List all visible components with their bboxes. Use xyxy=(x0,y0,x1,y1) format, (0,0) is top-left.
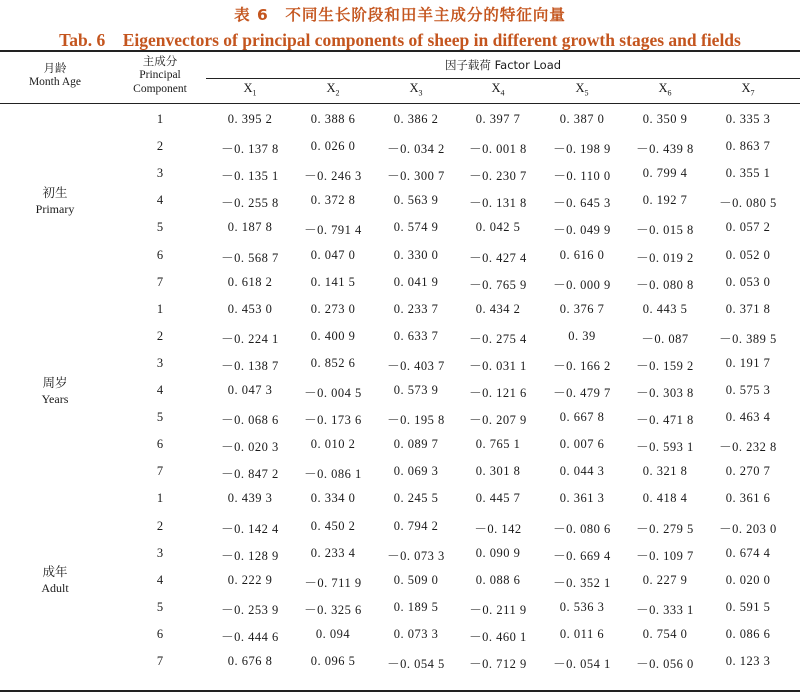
table-row xyxy=(0,242,800,270)
factor-load-cell: －0. 471 8 xyxy=(636,413,694,428)
factor-load-cell: －0. 255 8 xyxy=(221,196,279,211)
x-column-header xyxy=(623,81,707,98)
factor-load-cell: －0. 138 7 xyxy=(221,358,279,373)
factor-load-cell: 0. 397 7 xyxy=(475,112,521,126)
x-header-letter: X xyxy=(658,81,668,95)
table-row xyxy=(0,269,800,297)
factor-load-cell: 0. 191 7 xyxy=(725,355,771,370)
factor-load-cell: －0. 056 0 xyxy=(636,657,694,671)
factor-load-cell: －0. 427 4 xyxy=(469,250,527,265)
factor-load-cell: 0. 089 7 xyxy=(393,437,439,452)
factor-load-cell: －0. 080 5 xyxy=(719,196,777,211)
factor-load-cell: 0. 141 5 xyxy=(310,274,356,289)
x-header-subscript: 2 xyxy=(335,88,340,98)
factor-load-cell: 0. 676 8 xyxy=(227,654,273,668)
factor-load-cell: 0. 387 0 xyxy=(559,112,605,126)
factor-load-cell: 0. 088 6 xyxy=(475,572,521,587)
factor-load-cell: 0. 057 2 xyxy=(725,220,771,235)
factor-load-cell: －0. 080 8 xyxy=(636,277,694,292)
factor-load-cell: 0. 418 4 xyxy=(642,491,688,506)
x-header-subscript: 1 xyxy=(252,88,257,98)
factor-load-cell: －0. 195 8 xyxy=(387,413,445,428)
principal-component-cell: 3 xyxy=(156,355,164,370)
factor-load-cell: 0. 400 9 xyxy=(310,328,356,343)
factor-load-cell: －0. 325 6 xyxy=(304,602,362,617)
table-row xyxy=(0,296,800,324)
factor-load-cell: 0. 361 3 xyxy=(559,491,605,506)
factor-load-cell: －0. 020 3 xyxy=(221,440,279,455)
factor-load-cell: 0. 667 8 xyxy=(559,410,605,425)
table-row xyxy=(0,431,800,459)
factor-load-cell: －0. 389 5 xyxy=(719,331,777,346)
x-column-header xyxy=(706,81,790,98)
factor-load-cell: 0. 794 2 xyxy=(393,518,439,533)
table-row xyxy=(0,214,800,242)
table-title-en: Tab. 6 Eigenvectors of principal components of sheep in different growth stages and fields xyxy=(59,30,741,50)
factor-load-cell: －0. 080 6 xyxy=(553,521,611,536)
factor-load-cell: 0. 007 6 xyxy=(559,437,605,452)
month-age-group-label xyxy=(0,375,110,407)
table-row xyxy=(0,106,800,134)
factor-load-cell: －0. 439 8 xyxy=(636,142,694,157)
principal-component-cell: 3 xyxy=(156,166,164,181)
x-header-letter: X xyxy=(409,81,419,95)
table-title-cn: 表 6 不同生长阶段和田羊主成分的特征向量 xyxy=(234,6,566,24)
factor-load-cell: －0. 791 4 xyxy=(304,223,362,238)
principal-component-cell: 2 xyxy=(156,328,164,343)
factor-load-cell: 0. 052 0 xyxy=(725,247,771,262)
factor-load-cell: 0. 573 9 xyxy=(393,383,439,397)
factor-load-cell: －0. 232 8 xyxy=(719,440,777,455)
principal-component-cell: 5 xyxy=(156,220,164,235)
factor-load-cell: 0. 388 6 xyxy=(310,112,356,126)
header-rule xyxy=(0,103,800,104)
table-row xyxy=(0,621,800,649)
table-row xyxy=(0,374,800,405)
factor-load-cell: －0. 087 xyxy=(641,331,689,346)
group-label-cn: 周岁 xyxy=(42,374,68,390)
principal-component-cell: 2 xyxy=(156,139,164,154)
factor-load-cell: －0. 224 1 xyxy=(221,331,279,346)
factor-load-cell: －0. 034 2 xyxy=(387,142,445,157)
principal-component-cell: 7 xyxy=(156,654,164,668)
table-row xyxy=(0,594,800,622)
factor-load-cell: －0. 137 8 xyxy=(221,142,279,157)
table-row xyxy=(0,404,800,432)
factor-load-cell: －0. 031 1 xyxy=(469,358,527,373)
factor-load-cell: －0. 203 0 xyxy=(719,521,777,536)
factor-load-cell: 0. 096 5 xyxy=(310,654,356,668)
factor-load-cell: 0. 187 8 xyxy=(227,220,273,235)
factor-load-cell: 0. 376 7 xyxy=(559,301,605,316)
factor-load-cell: 0. 233 7 xyxy=(393,301,439,316)
factor-load-cell: －0. 054 5 xyxy=(387,657,445,671)
factor-load-cell: －0. 645 3 xyxy=(553,196,611,211)
factor-load-cell: －0. 049 9 xyxy=(553,223,611,238)
factor-load-cell: 0. 321 8 xyxy=(642,464,688,479)
principal-component-cell: 7 xyxy=(156,464,164,479)
factor-load-cell: 0. 439 3 xyxy=(227,491,273,506)
x-column-header xyxy=(208,81,292,98)
factor-load-cell: －0. 068 6 xyxy=(221,413,279,428)
factor-load-cell: 0. 273 0 xyxy=(310,301,356,316)
factor-load-cell: －0. 211 9 xyxy=(469,602,527,617)
factor-load-cell: 0. 372 8 xyxy=(310,193,356,208)
factor-load-cell: －0. 460 1 xyxy=(469,629,527,644)
table-row xyxy=(0,350,800,378)
factor-load-cell: 0. 563 9 xyxy=(393,193,439,208)
factor-load-cell: －0. 669 4 xyxy=(553,548,611,563)
x-column-header xyxy=(456,81,540,98)
principal-component-cell: 6 xyxy=(156,247,164,262)
x-header-letter: X xyxy=(243,81,253,95)
factor-load-cell: 0. 618 2 xyxy=(227,274,273,289)
table-row xyxy=(0,567,800,595)
factor-load-cell: 0. 453 0 xyxy=(227,301,273,316)
factor-load-cell: －0. 054 1 xyxy=(553,657,611,671)
table-row xyxy=(0,485,800,513)
principal-component-cell: 6 xyxy=(156,626,164,641)
factor-load-cell: 0. 094 xyxy=(315,626,351,641)
factor-load-cell: －0. 207 9 xyxy=(469,413,527,428)
factor-load-header xyxy=(206,58,800,72)
factor-load-cell: 0. 086 6 xyxy=(725,626,771,641)
factor-load-cell: 0. 445 7 xyxy=(475,491,521,506)
factor-load-cell: 0. 011 6 xyxy=(559,626,605,641)
factor-load-cell: 0. 090 9 xyxy=(475,545,521,560)
factor-load-cell: 0. 863 7 xyxy=(725,139,771,154)
group-label-cn: 成年 xyxy=(42,564,68,580)
factor-load-rule xyxy=(206,78,800,79)
principal-component-cell: 7 xyxy=(156,274,164,289)
factor-load-cell: 0. 443 5 xyxy=(642,301,688,316)
table-row xyxy=(0,323,800,351)
factor-load-cell: 0. 047 0 xyxy=(310,247,356,262)
factor-load-cell: 0. 361 6 xyxy=(725,491,771,506)
month-age-header-cn: 月龄 xyxy=(43,61,67,75)
factor-load-cell: 0. 616 0 xyxy=(559,247,605,262)
x-header-subscript: 7 xyxy=(750,88,755,98)
factor-load-cell: 0. 010 2 xyxy=(310,437,356,452)
factor-load-cell: －0. 303 8 xyxy=(636,386,694,400)
factor-load-cell: 0. 765 1 xyxy=(475,437,521,452)
x-header-subscript: 4 xyxy=(500,88,505,98)
factor-load-cell: 0. 233 4 xyxy=(310,545,356,560)
factor-load-cell: 0. 350 9 xyxy=(642,112,688,126)
factor-load-label: 因子载荷 Factor Load xyxy=(444,58,562,72)
factor-load-cell: －0. 847 2 xyxy=(221,467,279,482)
x-header-letter: X xyxy=(741,81,751,95)
factor-load-cell: －0. 568 7 xyxy=(221,250,279,265)
factor-load-cell: 0. 042 5 xyxy=(475,220,521,235)
factor-load-cell: －0. 403 7 xyxy=(387,358,445,373)
factor-load-cell: －0. 135 1 xyxy=(221,169,279,184)
factor-load-cell: 0. 536 3 xyxy=(559,599,605,614)
factor-load-cell: 0. 245 5 xyxy=(393,491,439,506)
factor-load-cell: －0. 279 5 xyxy=(636,521,694,536)
factor-load-cell: －0. 246 3 xyxy=(304,169,362,184)
factor-load-cell: 0. 334 0 xyxy=(310,491,356,506)
factor-load-cell: 0. 39 xyxy=(568,328,596,343)
factor-load-cell: 0. 044 3 xyxy=(559,464,605,479)
factor-load-cell: －0. 712 9 xyxy=(469,657,527,671)
principal-component-cell: 1 xyxy=(156,491,164,506)
pc-header-cn: 主成分 xyxy=(142,54,178,68)
x-header-letter: X xyxy=(575,81,585,95)
factor-load-cell: 0. 386 2 xyxy=(393,112,439,126)
factor-load-cell: 0. 509 0 xyxy=(393,572,439,587)
month-age-group-label xyxy=(0,564,110,596)
factor-load-cell: 0. 355 1 xyxy=(725,166,771,181)
table-row xyxy=(0,184,800,215)
factor-load-cell: 0. 227 9 xyxy=(642,572,688,587)
principal-component-cell: 1 xyxy=(156,301,164,316)
factor-load-cell: 0. 575 3 xyxy=(725,383,771,397)
table-row xyxy=(0,458,800,486)
factor-load-cell: 0. 574 9 xyxy=(393,220,439,235)
principal-component-header xyxy=(110,54,210,96)
month-age-header-en: Month Age xyxy=(28,76,82,88)
x-column-header xyxy=(374,81,458,98)
factor-load-cell: 0. 371 8 xyxy=(725,301,771,316)
table-row xyxy=(0,160,800,188)
pc-header-en-2: Component xyxy=(133,83,187,95)
factor-load-cell: －0. 121 6 xyxy=(469,386,527,400)
principal-component-cell: 5 xyxy=(156,410,164,425)
factor-load-cell: －0. 110 0 xyxy=(553,169,611,184)
factor-load-cell: －0. 300 7 xyxy=(387,169,445,184)
factor-load-cell: 0. 123 3 xyxy=(725,654,771,668)
factor-load-cell: －0. 142 xyxy=(474,521,522,536)
month-age-header xyxy=(0,61,110,89)
factor-load-cell: 0. 053 0 xyxy=(725,274,771,289)
factor-load-cell: －0. 000 9 xyxy=(553,277,611,292)
factor-load-cell: 0. 633 7 xyxy=(393,328,439,343)
factor-load-cell: 0. 041 9 xyxy=(393,274,439,289)
x-header-subscript: 5 xyxy=(584,88,589,98)
table-row xyxy=(0,133,800,161)
factor-load-cell: －0. 086 1 xyxy=(304,467,362,482)
factor-load-cell: 0. 222 9 xyxy=(227,572,273,587)
principal-component-cell: 6 xyxy=(156,437,164,452)
factor-load-cell: －0. 253 9 xyxy=(221,602,279,617)
factor-load-cell: －0. 109 7 xyxy=(636,548,694,563)
factor-load-cell: 0. 852 6 xyxy=(310,355,356,370)
bottom-rule xyxy=(0,690,800,692)
factor-load-cell: －0. 001 8 xyxy=(469,142,527,157)
factor-load-cell: －0. 593 1 xyxy=(636,440,694,455)
x-header-letter: X xyxy=(491,81,501,95)
factor-load-cell: －0. 333 1 xyxy=(636,602,694,617)
factor-load-cell: －0. 352 1 xyxy=(553,575,611,590)
factor-load-cell: －0. 711 9 xyxy=(304,575,362,590)
factor-load-cell: 0. 591 5 xyxy=(725,599,771,614)
factor-load-cell: －0. 019 2 xyxy=(636,250,694,265)
table-row xyxy=(0,648,800,676)
principal-component-cell: 4 xyxy=(156,383,164,397)
x-header-letter: X xyxy=(326,81,336,95)
factor-load-cell: 0. 301 8 xyxy=(475,464,521,479)
principal-component-cell: 3 xyxy=(156,545,164,560)
month-age-group-label xyxy=(0,185,110,217)
factor-load-cell: －0. 275 4 xyxy=(469,331,527,346)
factor-load-cell: －0. 173 6 xyxy=(304,413,362,428)
factor-load-cell: 0. 674 4 xyxy=(725,545,771,560)
factor-load-cell: 0. 395 2 xyxy=(227,112,273,126)
factor-load-cell: 0. 189 5 xyxy=(393,599,439,614)
factor-load-cell: －0. 015 8 xyxy=(636,223,694,238)
table-row xyxy=(0,540,800,568)
group-label-en: Adult xyxy=(41,581,69,596)
factor-load-cell: －0. 444 6 xyxy=(221,629,279,644)
x-header-subscript: 3 xyxy=(418,88,423,98)
principal-component-cell: 1 xyxy=(156,112,164,126)
factor-load-cell: 0. 270 7 xyxy=(725,464,771,479)
factor-load-cell: 0. 192 7 xyxy=(642,193,688,208)
pc-header-en-1: Principal xyxy=(139,69,181,81)
factor-load-cell: －0. 230 7 xyxy=(469,169,527,184)
factor-load-cell: 0. 799 4 xyxy=(642,166,688,181)
group-label-cn: 初生 xyxy=(42,184,68,200)
factor-load-cell: 0. 450 2 xyxy=(310,518,356,533)
x-column-header xyxy=(291,81,375,98)
factor-load-cell: －0. 479 7 xyxy=(553,386,611,400)
factor-load-cell: －0. 004 5 xyxy=(304,386,362,400)
factor-load-cell: 0. 330 0 xyxy=(393,247,439,262)
principal-component-cell: 5 xyxy=(156,599,164,614)
factor-load-cell: －0. 073 3 xyxy=(387,548,445,563)
factor-load-cell: －0. 159 2 xyxy=(636,358,694,373)
factor-load-cell: －0. 198 9 xyxy=(553,142,611,157)
factor-load-cell: 0. 335 3 xyxy=(725,112,771,126)
factor-load-cell: 0. 754 0 xyxy=(642,626,688,641)
factor-load-cell: 0. 073 3 xyxy=(393,626,439,641)
group-label-en: Years xyxy=(41,391,69,406)
top-rule xyxy=(0,50,800,52)
factor-load-cell: －0. 128 9 xyxy=(221,548,279,563)
principal-component-cell: 4 xyxy=(156,572,164,587)
table-row xyxy=(0,513,800,541)
factor-load-cell: －0. 131 8 xyxy=(469,196,527,211)
factor-load-cell: －0. 166 2 xyxy=(553,358,611,373)
factor-load-cell: 0. 047 3 xyxy=(227,383,273,397)
factor-load-cell: 0. 434 2 xyxy=(475,301,521,316)
principal-component-cell: 4 xyxy=(156,193,164,208)
group-label-en: Primary xyxy=(35,201,75,216)
factor-load-cell: －0. 765 9 xyxy=(469,277,527,292)
principal-component-cell: 2 xyxy=(156,518,164,533)
factor-load-cell: －0. 142 4 xyxy=(221,521,279,536)
x-header-subscript: 6 xyxy=(667,88,672,98)
factor-load-cell: 0. 026 0 xyxy=(310,139,356,154)
factor-load-cell: 0. 020 0 xyxy=(725,572,771,587)
factor-load-cell: 0. 463 4 xyxy=(725,410,771,425)
x-column-header xyxy=(540,81,624,98)
factor-load-cell: 0. 069 3 xyxy=(393,464,439,479)
